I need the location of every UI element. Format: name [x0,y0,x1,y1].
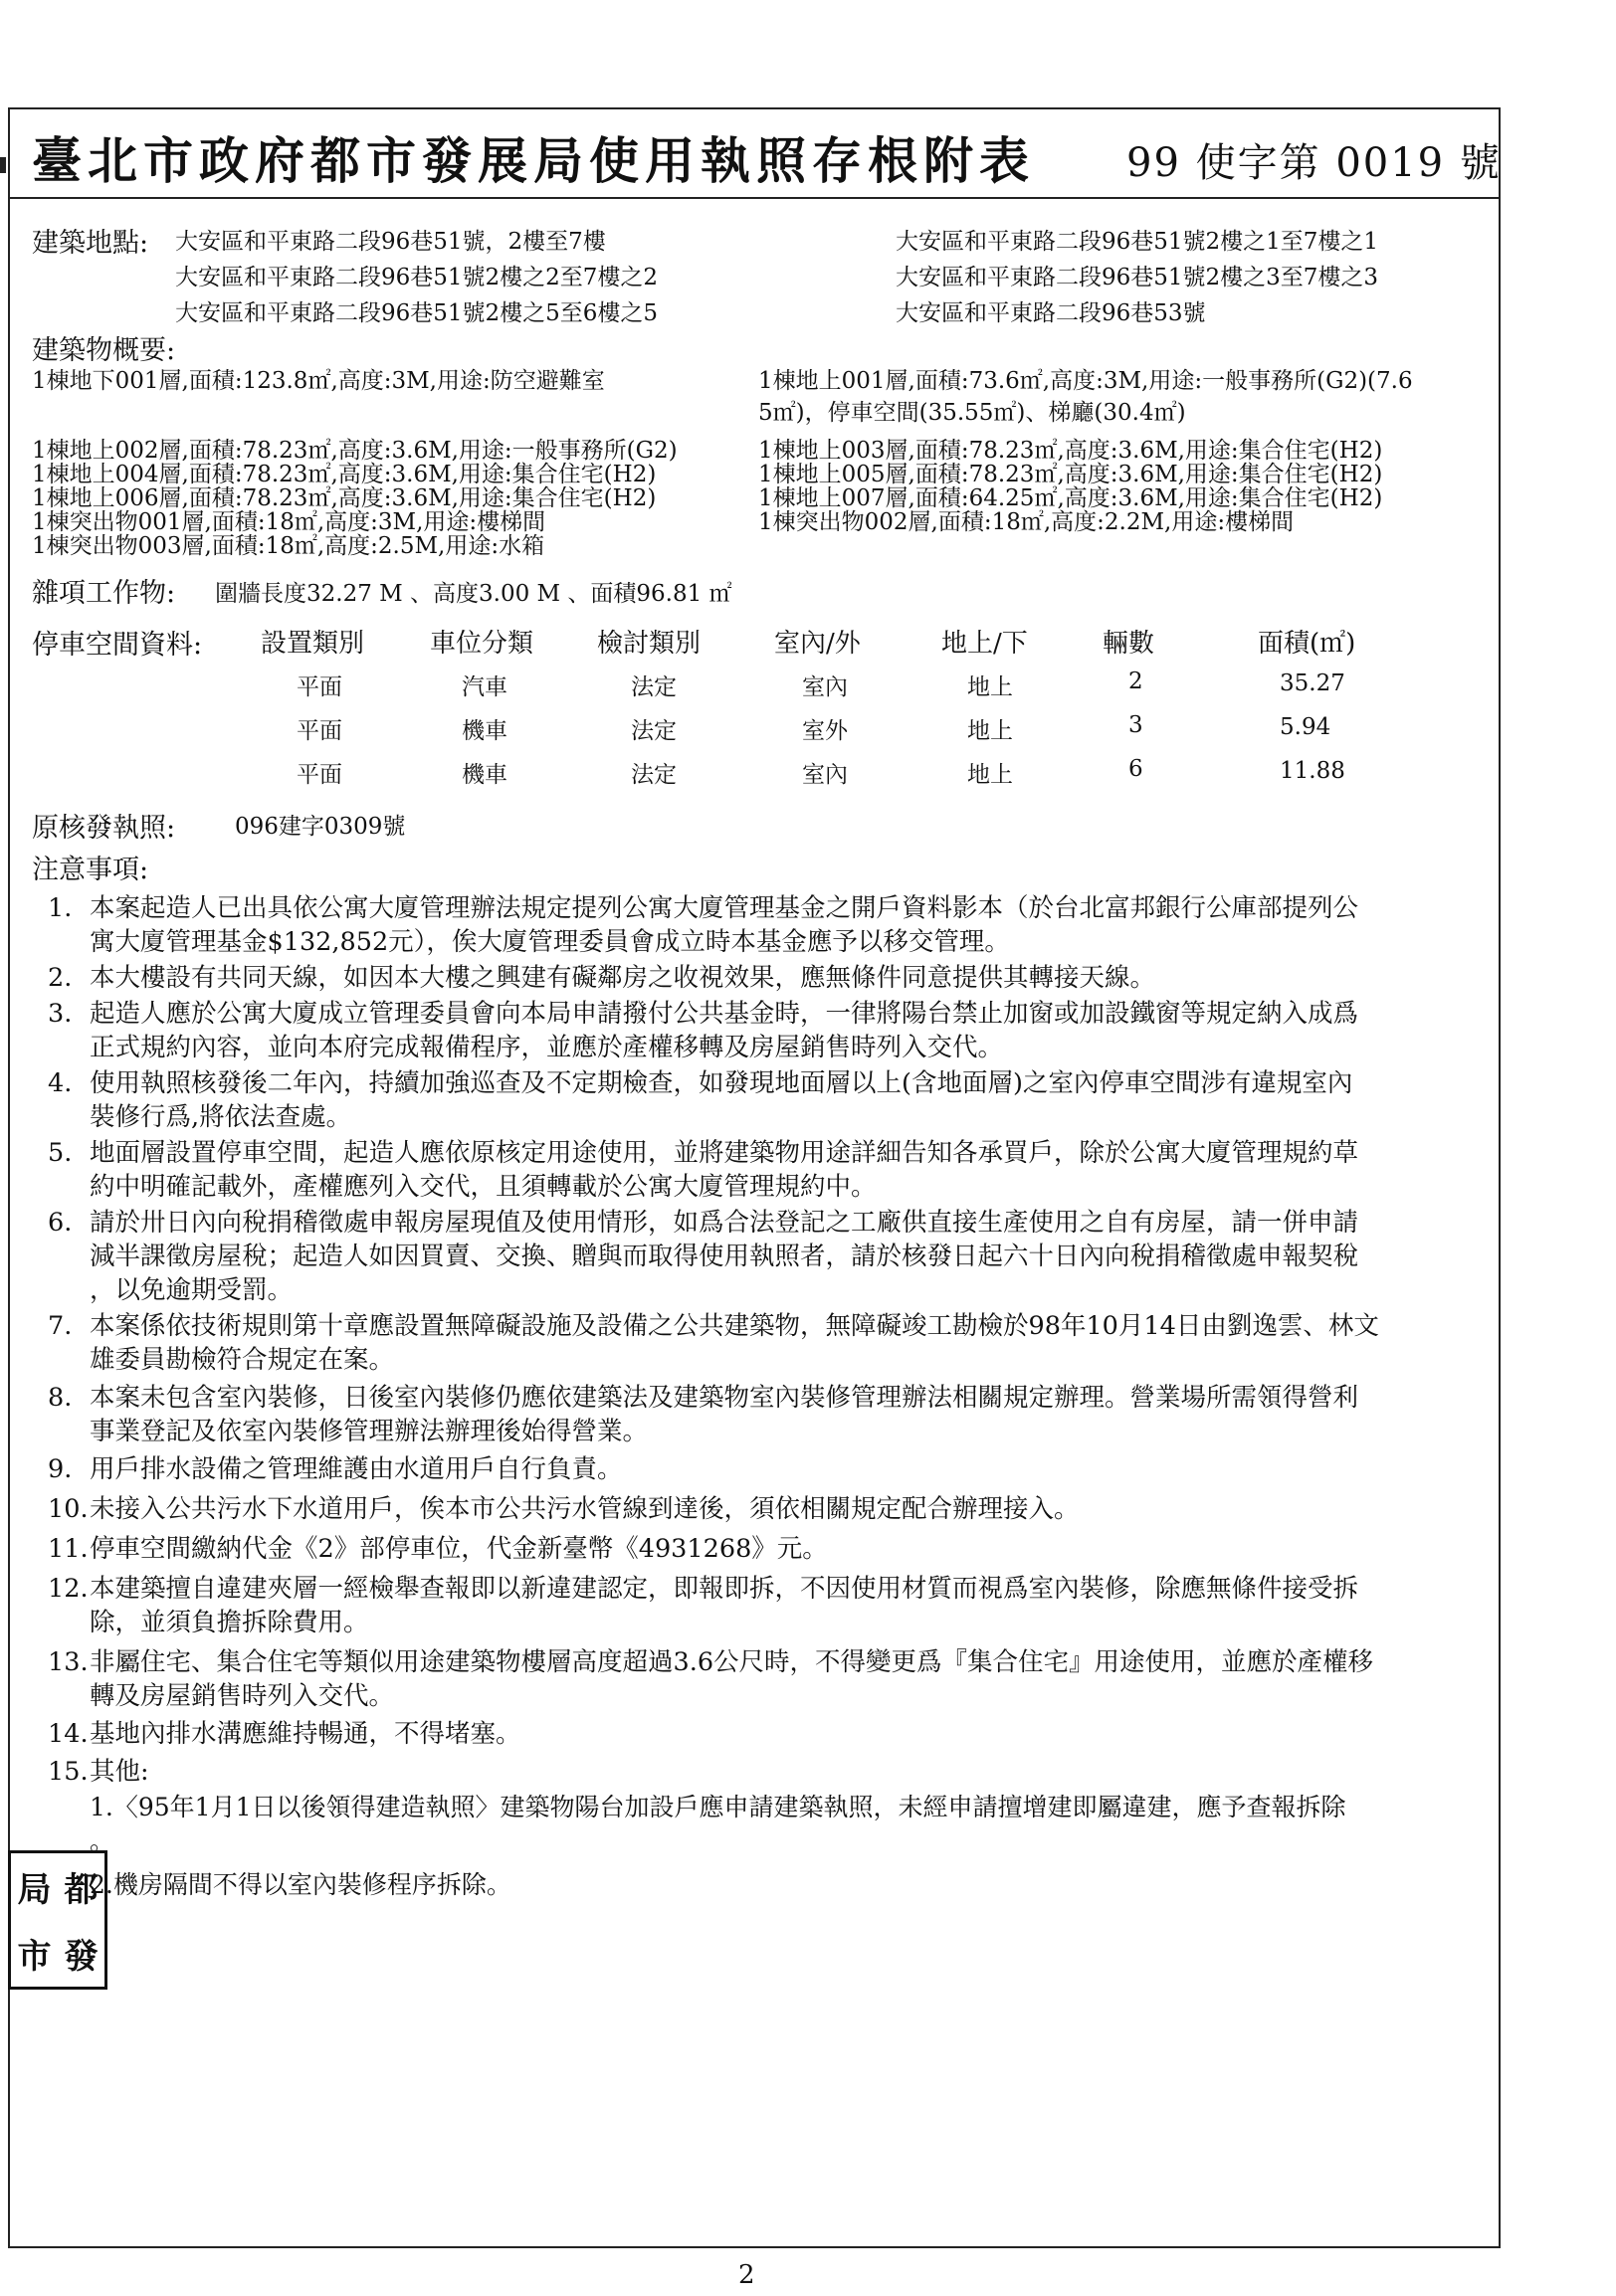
parking-cell: 機車 [462,762,507,788]
note-line: 本大樓設有共同天線，如因本大樓之興建有礙鄰房之收視效果，應無條件同意提供其轉接天線。 [90,963,1156,993]
other-item: 1.〈95年1月1日以後領得建造執照〉建築物陽台加設戶應申請建築執照，未經申請擅增建即屬違建，應予查報拆除 [90,1793,1346,1821]
parking-cell: 5.94 [1280,714,1331,740]
note-line: 寓大廈管理基金$132,852元），俟大廈管理委員會成立時本基金應予以移交管理。 [90,927,1010,957]
note-line: 未接入公共污水下水道用戶，俟本市公共污水管線到達後，須依相關規定配合辦理接入。 [90,1494,1080,1524]
parking-cell: 法定 [631,718,677,744]
note-line: 請於卅日內向稅捐稽徵處申報房屋現值及使用情形，如爲合法登記之工廠供直接生產使用之自有房屋，請一併申請 [90,1208,1359,1238]
note-line: 本建築擅自違建夾層一經檢舉查報即以新違建認定，即報即拆，不因使用材質而視爲室內裝修，除應無條件接受拆 [90,1574,1359,1604]
address-right-line: 大安區和平東路二段96巷51號2樓之1至7樓之1 [896,229,1379,255]
parking-header: 檢討類別 [597,629,702,659]
note-item [48,1452,1461,1486]
overview-right-line: 1棟突出物002層,面積:18㎡,高度:2.2M,用途:樓梯間 [758,509,1295,535]
note-number: 1. [48,893,73,923]
document-title: 臺北市政府都市發展局使用執照存根附表 [32,131,1035,190]
overview-left-line: 1棟突出物001層,面積:18㎡,高度:3M,用途:樓梯間 [32,509,546,535]
note-line: 正式規約內容，並向本府完成報備程序，並應於產權移轉及房屋銷售時列入交代。 [90,1033,1004,1062]
note-number: 2. [48,963,73,993]
note-line: 地面層設置停車空間，起造人應依原核定用途使用，並將建築物用途詳細告知各承買戶，除於公寓大廈管理規約草 [90,1138,1359,1168]
page-number: 2 [738,2260,755,2290]
note-line: 停車空間繳納代金《2》部停車位，代金新臺幣《4931268》元。 [90,1534,828,1564]
parking-header: 設置類別 [261,629,365,659]
note-line: 本案未包含室內裝修，日後室內裝修仍應依建築法及建築物室內裝修管理辦法相關規定辦理。營業場所需領得營利 [90,1383,1359,1413]
permit-number: 99 使字第 0019 號 [1126,140,1502,186]
note-number: 3. [48,999,73,1029]
address-right-line: 大安區和平東路二段96巷53號 [896,300,1206,326]
note-line: 本案起造人已出具依公寓大廈管理辦法規定提列公寓大廈管理基金之開戶資料影本（於台北富邦銀行公庫部提列公 [90,893,1359,923]
parking-cell: 地上 [967,762,1013,788]
note-line: 約中明確記載外，產權應列入交代，且須轉載於公寓大廈管理規約中。 [90,1172,877,1202]
parking-header: 面積(㎡) [1258,629,1356,659]
note-item [48,1309,1461,1377]
note-line: 使用執照核發後二年內，持續加強巡查及不定期檢查，如發現地面層以上(含地面層)之室內停車空間涉有違規室內 [90,1068,1353,1098]
overview-right-line: 1棟地上007層,面積:64.25㎡,高度:3.6M,用途:集合住宅(H2) [758,485,1383,511]
parking-cell: 機車 [462,718,507,744]
note-line: 其他: [90,1757,149,1787]
note-number: 7. [48,1311,73,1341]
note-number: 5. [48,1138,73,1168]
note-item [48,961,1461,995]
scan-mark [0,157,6,173]
note-number: 10. [48,1494,89,1524]
note-number: 13. [48,1647,89,1677]
note-line: 雄委員勘檢符合規定在案。 [90,1345,395,1375]
note-item [48,1572,1461,1639]
note-line: 起造人應於公寓大廈成立管理委員會向本局申請撥付公共基金時，一律將陽台禁止加窗或加設鐵窗等規定納入成爲 [90,999,1359,1029]
overview-right-line: 5㎡)，停車空間(35.55㎡)、梯廳(30.4㎡) [758,400,1186,426]
parking-cell: 2 [1128,669,1143,694]
address-label: 建築地點: [32,228,149,259]
parking-cell: 室外 [802,718,848,744]
note-item [48,1532,1461,1566]
parking-cell: 平面 [297,762,342,788]
note-number: 15. [48,1757,89,1787]
parking-header: 車位分類 [430,629,534,659]
overview-label: 建築物概要: [32,335,176,366]
seal-glyph: 都 [64,1870,99,1910]
note-line: ，以免逾期受罰。 [90,1275,294,1305]
address-right-line: 大安區和平東路二段96巷51號2樓之3至7樓之3 [896,265,1379,290]
parking-header: 地上/下 [941,629,1028,659]
parking-cell: 法定 [631,762,677,788]
original-permit-label: 原核發執照: [32,813,176,844]
other-item: 。 [90,1826,115,1855]
parking-cell: 3 [1128,712,1143,738]
note-number: 8. [48,1383,73,1413]
overview-right-line: 1棟地上005層,面積:78.23㎡,高度:3.6M,用途:集合住宅(H2) [758,462,1383,487]
note-item [48,1492,1461,1526]
parking-cell: 6 [1128,756,1143,782]
title-divider [8,197,1501,199]
note-item [48,1066,1461,1134]
note-number: 6. [48,1208,73,1238]
note-item [48,1717,1461,1751]
address-left-line: 大安區和平東路二段96巷51號2樓之2至7樓之2 [175,265,659,290]
note-item [48,997,1461,1064]
other-item: 2.機房隔間不得以室內裝修程序拆除。 [90,1870,511,1899]
note-line: 用戶排水設備之管理維護由水道用戶自行負責。 [90,1454,623,1484]
note-line: 事業登記及依室內裝修管理辦法辦理後始得營業。 [90,1417,649,1446]
parking-cell: 35.27 [1280,670,1345,696]
parking-cell: 室內 [802,762,848,788]
address-left-line: 大安區和平東路二段96巷51號，2樓至7樓 [175,229,606,255]
parking-cell: 汽車 [462,674,507,700]
misc-label: 雜項工作物: [32,578,176,609]
parking-cell: 地上 [967,674,1013,700]
note-line: 裝修行爲,將依法查處。 [90,1102,352,1132]
note-number: 4. [48,1068,73,1098]
note-item [48,1136,1461,1204]
overview-right-line: 1棟地上001層,面積:73.6㎡,高度:3M,用途:一般事務所(G2)(7.6 [758,368,1413,394]
note-item [48,1206,1461,1307]
note-line: 減半課徵房屋稅；起造人如因買賣、交換、贈與而取得使用執照者，請於核發日起六十日內向稅捐稽徵處申報契稅 [90,1242,1359,1271]
note-line: 基地內排水溝應維持暢通，不得堵塞。 [90,1719,521,1749]
note-line: 非屬住宅、集合住宅等類似用途建築物樓層高度超過3.6公尺時，不得變更爲『集合住宅』用途使用，並應於產權移 [90,1647,1374,1677]
address-left-line: 大安區和平東路二段96巷51號2樓之5至6樓之5 [175,300,659,326]
parking-cell: 11.88 [1280,758,1345,784]
overview-right-line: 1棟地上003層,面積:78.23㎡,高度:3.6M,用途:集合住宅(H2) [758,438,1383,464]
parking-header: 輛數 [1103,629,1155,659]
parking-cell: 平面 [297,674,342,700]
note-line: 除，並須負擔拆除費用。 [90,1608,369,1637]
note-item [48,1381,1461,1448]
seal-glyph: 市 [17,1937,52,1977]
original-permit-value: 096建字0309號 [235,814,406,840]
parking-header: 室內/外 [774,629,861,659]
misc-value: 圍牆長度32.27 M 、高度3.00 M 、面積96.81 ㎡ [215,581,732,607]
note-line: 本案係依技術規則第十章應設置無障礙設施及設備之公共建築物，無障礙竣工勘檢於98年10月14日由劉逸雲、林文 [90,1311,1379,1341]
official-seal [8,1850,107,1990]
note-number: 11. [48,1534,89,1564]
note-item [48,1755,1461,1789]
notes-label: 注意事項: [32,855,149,885]
note-number: 9. [48,1454,73,1484]
note-item [48,1645,1461,1713]
seal-glyph: 局 [17,1870,52,1910]
parking-cell: 法定 [631,674,677,700]
overview-left-line: 1棟地上004層,面積:78.23㎡,高度:3.6M,用途:集合住宅(H2) [32,462,657,487]
overview-left-line: 1棟地上002層,面積:78.23㎡,高度:3.6M,用途:一般事務所(G2) [32,438,678,464]
overview-left-line: 1棟地下001層,面積:123.8㎡,高度:3M,用途:防空避難室 [32,368,605,394]
parking-cell: 平面 [297,718,342,744]
seal-glyph: 發 [64,1937,99,1977]
overview-left-line: 1棟突出物003層,面積:18㎡,高度:2.5M,用途:水箱 [32,533,545,559]
note-item [48,891,1461,959]
parking-label: 停車空間資料: [32,630,203,661]
note-number: 12. [48,1574,89,1604]
note-line: 轉及房屋銷售時列入交代。 [90,1681,395,1711]
parking-cell: 地上 [967,718,1013,744]
overview-left-line: 1棟地上006層,面積:78.23㎡,高度:3.6M,用途:集合住宅(H2) [32,485,657,511]
note-number: 14. [48,1719,89,1749]
parking-cell: 室內 [802,674,848,700]
